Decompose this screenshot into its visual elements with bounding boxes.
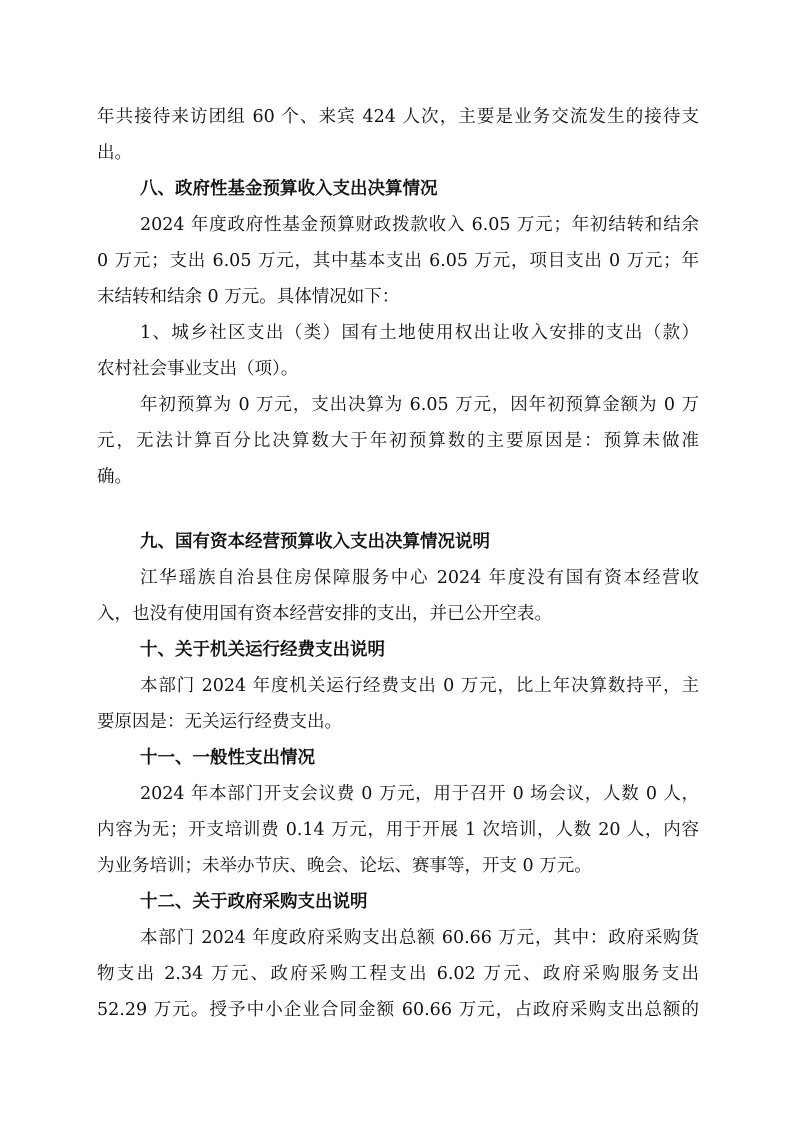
section-heading: 十一、一般性支出情况 (140, 748, 315, 768)
section-heading: 八、政府性基金预算收入支出决算情况 (140, 179, 438, 199)
body-text-line: 本部门 2024 年度政府采购支出总额 60.66 万元，其中：政府采购货 (140, 928, 699, 948)
body-text-line: 江华瑶族自治县住房保障服务中心 2024 年度没有国有资本经营收 (140, 568, 699, 588)
body-text-line: 要原因是：无关运行经费支出。 (97, 712, 342, 732)
body-text-line: 年初预算为 0 万元，支出决算为 6.05 万元，因年初预算金额为 0 万 (140, 395, 699, 415)
body-text-line: 元，无法计算百分比决算数大于年初预算数的主要原因是：预算未做准 (97, 431, 699, 451)
body-text-line: 物支出 2.34 万元、政府采购工程支出 6.02 万元、政府采购服务支出 (97, 964, 699, 984)
body-text-line: 2024 年度政府性基金预算财政拨款收入 6.05 万元；年初结转和结余 (140, 215, 699, 235)
body-text-line: 农村社会事业支出（项）。 (97, 359, 299, 379)
body-text-line: 52.29 万元。授予中小企业合同金额 60.66 万元，占政府采购支出总额的 (97, 1000, 699, 1020)
body-text-line: 年共接待来访团组 60 个、来宾 424 人次，主要是业务交流发生的接待支 (97, 107, 699, 127)
body-text-line: 入，也没有使用国有资本经营安排的支出，并已公开空表。 (97, 604, 552, 624)
body-text-line: 末结转和结余 0 万元。具体情况如下： (97, 287, 400, 307)
body-text-line: 1、城乡社区支出（类）国有土地使用权出让收入安排的支出（款） (140, 323, 699, 343)
body-text-line: 确。 (97, 467, 132, 487)
body-text-line: 本部门 2024 年度机关运行经费支出 0 万元，比上年决算数持平，主 (140, 676, 699, 696)
body-text-line: 内容为无；开支培训费 0.14 万元，用于开展 1 次培训，人数 20 人，内容 (97, 820, 699, 840)
section-heading: 十、关于机关运行经费支出说明 (140, 640, 385, 660)
section-heading: 九、国有资本经营预算收入支出决算情况说明 (140, 532, 490, 552)
section-heading: 十二、关于政府采购支出说明 (140, 892, 368, 912)
body-text-line: 0 万元；支出 6.05 万元，其中基本支出 6.05 万元，项目支出 0 万元；年 (97, 251, 699, 271)
body-text-line: 为业务培训；未举办节庆、晚会、论坛、赛事等，开支 0 万元。 (97, 856, 592, 876)
body-text-line: 2024 年本部门开支会议费 0 万元，用于召开 0 场会议，人数 0 人， (140, 784, 699, 804)
body-text-line: 出。 (97, 143, 132, 163)
